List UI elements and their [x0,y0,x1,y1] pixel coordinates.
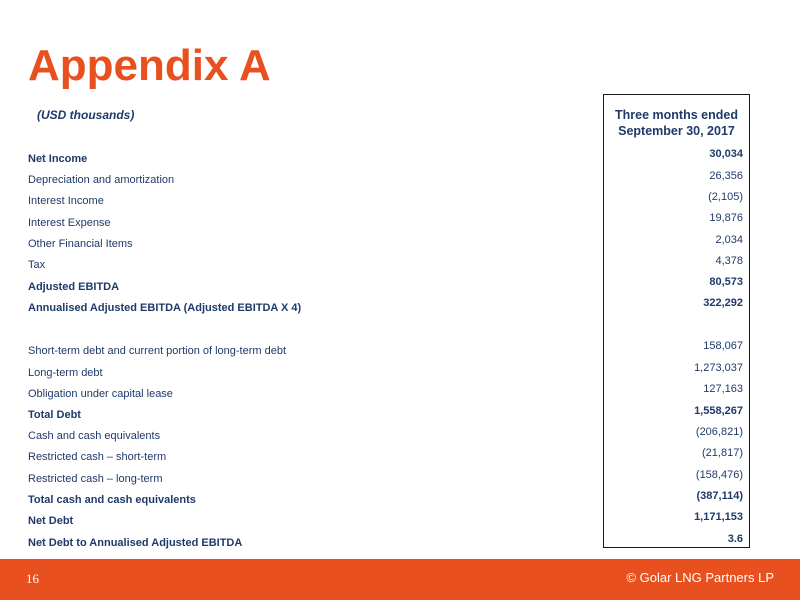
row-value: 127,163 [703,383,743,395]
row-value: 30,034 [709,148,743,160]
row-value: 4,378 [715,255,743,267]
row-label: Tax [28,259,46,271]
row-label: Obligation under capital lease [28,388,173,400]
row-value: 322,292 [703,297,743,309]
copyright-text: © Golar LNG Partners LP [626,570,774,585]
period-header-line-2: September 30, 2017 [618,124,735,138]
period-column-header [603,107,750,139]
row-label: Long-term debt [28,367,103,379]
row-label: Net Income [28,153,88,165]
row-label: Adjusted EBITDA [28,281,120,293]
row-value: 1,171,153 [694,511,743,523]
row-label: Interest Expense [28,217,111,229]
row-value: 26,356 [709,170,743,182]
row-label: Restricted cash – long-term [28,473,163,485]
row-value: (158,476) [695,469,743,481]
row-label: Net Debt [28,515,74,527]
row-label: Interest Income [28,195,104,207]
row-value: 1,558,267 [694,405,743,417]
row-value: 3.6 [727,533,743,545]
row-label: Short-term debt and current portion of long-term debt [28,345,287,357]
units-label: (USD thousands) [37,108,135,122]
row-value: (2,105) [708,191,743,203]
row-label: Total cash and cash equivalents [28,494,196,506]
row-label: Total Debt [28,409,81,421]
row-label: Depreciation and amortization [28,174,175,186]
row-value: (21,817) [702,447,743,459]
row-label: Annualised Adjusted EBITDA (Adjusted EBITDA X 4) [28,302,302,314]
row-label: Net Debt to Annualised Adjusted EBITDA [28,537,243,549]
row-value: 19,876 [709,212,743,224]
page-title: Appendix A [28,41,271,90]
row-value: (387,114) [696,490,743,502]
row-label: Cash and cash equivalents [28,430,161,442]
page-number: 16 [26,571,39,586]
footer-bar [0,559,800,600]
row-value: 2,034 [715,234,743,246]
row-value: 1,273,037 [694,362,743,374]
row-label: Restricted cash – short-term [28,451,167,463]
period-header-line-1: Three months ended [615,108,738,122]
row-value: 158,067 [703,340,743,352]
row-label: Other Financial Items [28,238,133,250]
row-value: (206,821) [695,426,743,438]
row-value: 80,573 [709,276,743,288]
